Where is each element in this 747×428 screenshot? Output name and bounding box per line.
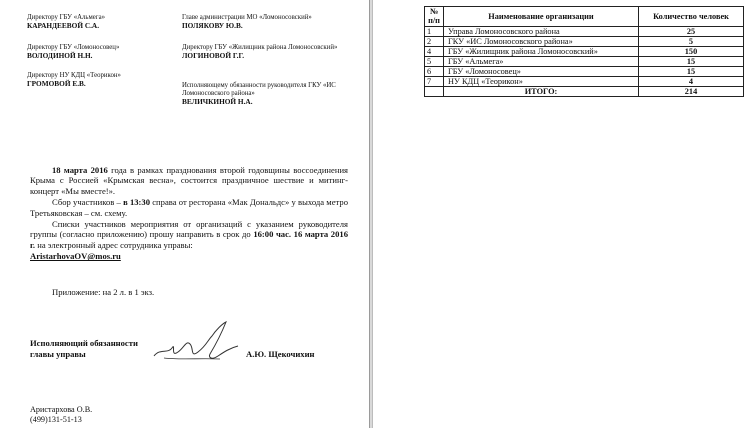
email-link[interactable]: AristarhovaOV@mos.ru bbox=[30, 251, 121, 262]
addressee-zhilishnik: Директору ГБУ «Жилищник района Ломоносовский» ЛОГИНОВОЙ Г.Г. bbox=[182, 44, 338, 61]
header-count: Количество человек bbox=[639, 7, 744, 27]
letter-body bbox=[30, 165, 348, 263]
row-count: 25 bbox=[639, 27, 744, 37]
table-row bbox=[425, 77, 744, 87]
header-org-name: Наименование организации bbox=[444, 7, 639, 27]
row-count: 15 bbox=[639, 67, 744, 77]
total-value: 214 bbox=[639, 87, 744, 97]
paragraph-lists: Списки участников мероприятия от организаций с указанием руководителя группы (согласно приложению) прошу направить в срок до 16:00 час. 16 марта 2016 г. на электронный адрес сотрудника управы: bbox=[30, 219, 348, 250]
paragraph-event: 18 марта 2016 года в рамках празднования второй годовщины воссоединения Крыма с Россией «Крымская весна», состоится праздничное шествие и митинг-концерт «Мы вместе!». bbox=[30, 165, 348, 196]
total-row bbox=[425, 87, 744, 97]
paragraph-gathering: Сбор участников – в 13:30 справа от ресторана «Мак Дональдс» у выхода метро Третьяковская – см. схему. bbox=[30, 197, 348, 218]
table-row bbox=[425, 47, 744, 57]
letter-page bbox=[0, 0, 368, 428]
addressee-is-gku: Исполняющему обязанности руководителя ГКУ «ИС Ломоносовского района» ВЕЛИЧКИНОЙ Н.А. bbox=[182, 82, 336, 107]
page-divider bbox=[369, 0, 373, 428]
row-org-name: ГБУ «Альмега» bbox=[444, 57, 639, 67]
row-org-name: ГБУ «Жилищник района Ломоносовский» bbox=[444, 47, 639, 57]
row-num: 4 bbox=[425, 47, 444, 57]
row-org-name: ГКУ «ИС Ломоносовского района» bbox=[444, 37, 639, 47]
organizations-table bbox=[424, 6, 744, 97]
row-count: 150 bbox=[639, 47, 744, 57]
signer-role: Исполняющий обязанности главы управы bbox=[30, 338, 138, 359]
row-org-name: Управа Ломоносовского района bbox=[444, 27, 639, 37]
addressee-teorikon: Директору НУ КДЦ «Теорикон» ГРОМОВОЙ Е.В. bbox=[27, 72, 121, 89]
addressee-mo-head: Главе администрации МО «Ломоносовский» ПОЛЯКОВУ Ю.В. bbox=[182, 14, 312, 31]
contact-info: Аристархова О.В. (499)131-51-13 bbox=[30, 405, 93, 424]
row-count: 4 bbox=[639, 77, 744, 87]
appendix-page bbox=[374, 0, 747, 428]
total-label: ИТОГО: bbox=[444, 87, 639, 97]
row-org-name: НУ КДЦ «Теорикон» bbox=[444, 77, 639, 87]
table-row bbox=[425, 67, 744, 77]
table-row bbox=[425, 37, 744, 47]
signer-name: А.Ю. Щекочихин bbox=[246, 349, 315, 359]
row-num: 1 bbox=[425, 27, 444, 37]
header-num: № п/п bbox=[425, 7, 444, 27]
row-num: 6 bbox=[425, 67, 444, 77]
row-num: 5 bbox=[425, 57, 444, 67]
row-count: 15 bbox=[639, 57, 744, 67]
addressee-lomonosovets: Директору ГБУ «Ломоносовец» ВОЛОДИНОЙ Н.Н. bbox=[27, 44, 120, 61]
row-org-name: ГБУ «Ломоносовец» bbox=[444, 67, 639, 77]
email-line bbox=[30, 251, 348, 261]
row-num: 7 bbox=[425, 77, 444, 87]
table-header-row bbox=[425, 7, 744, 27]
addressee-almega: Директору ГБУ «Альмега» КАРАНДЕЕВОЙ С.А. bbox=[27, 14, 106, 31]
handwritten-signature bbox=[150, 318, 245, 370]
table-row bbox=[425, 27, 744, 37]
row-num: 2 bbox=[425, 37, 444, 47]
table-row bbox=[425, 57, 744, 67]
row-count: 5 bbox=[639, 37, 744, 47]
attachment-note: Приложение: на 2 л. в 1 экз. bbox=[52, 287, 155, 297]
